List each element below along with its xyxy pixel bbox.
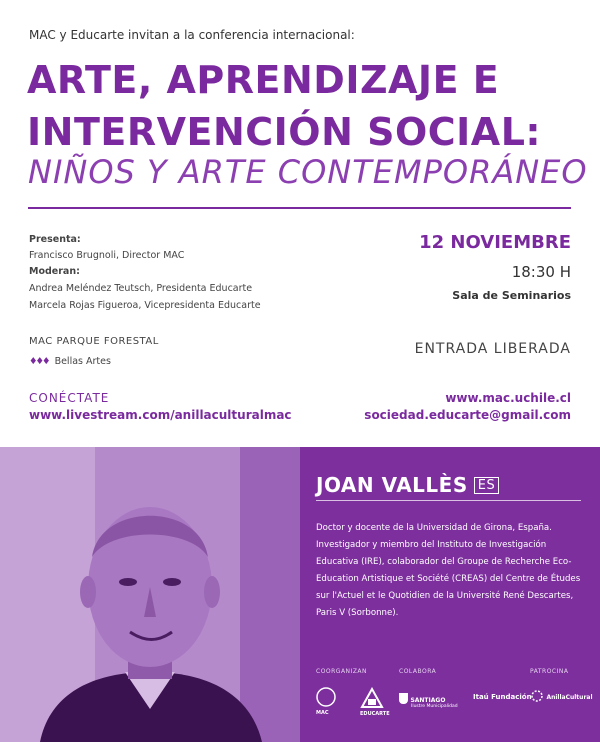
- presenta-name: Francisco Brugnoli, Director MAC: [29, 250, 185, 261]
- moderator-1: Andrea Meléndez Teutsch, Presidenta Educarte: [29, 283, 253, 294]
- colabora-label: COLABORA: [399, 668, 437, 675]
- speaker-country: ES: [474, 477, 499, 494]
- website-link[interactable]: www.mac.uchile.cl: [445, 391, 571, 405]
- educarte-logo: [360, 687, 390, 717]
- title-line-1: ARTE, APRENDIZAJE E: [27, 58, 500, 102]
- santiago-shield-icon: [399, 693, 408, 704]
- mac-logo-text: MAC: [316, 710, 329, 716]
- anilla-icon: [530, 689, 544, 703]
- mac-logo: [316, 687, 336, 716]
- speaker-divider: [316, 500, 581, 501]
- itau-logo-text: Itaú Fundación: [473, 693, 532, 701]
- moderator-2: Marcela Rojas Figueroa, Vicepresidenta Educarte: [29, 300, 261, 311]
- speaker-name-row: [316, 473, 499, 497]
- title-line-2: INTERVENCIÓN SOCIAL:: [27, 110, 542, 154]
- speaker-panel: [0, 447, 600, 742]
- itau-logo: [473, 693, 532, 701]
- presenta-label: Presenta:: [29, 234, 81, 245]
- venue-name: MAC PARQUE FORESTAL: [29, 336, 159, 347]
- email-link[interactable]: sociedad.educarte@gmail.com: [364, 408, 571, 422]
- metro-icon: ♦♦♦: [29, 356, 49, 367]
- intro-text: MAC y Educarte invitan a la conferencia internacional:: [29, 28, 355, 42]
- coorganizan-label: COORGANIZAN: [316, 668, 368, 675]
- anilla-logo-text: AnillaCultural: [546, 694, 593, 701]
- speaker-bio: Doctor y docente de la Universidad de Girona, España. Investigador y miembro del Instituto de Investigación Educativa (IRE), colaborador del Groupe de Recherche Eco-Education Artistique et Société (CREAS) del Centre de Études sur l'Actuel et le Quotidien de la Université René Descartes, Paris V (Sorbonne).: [316, 523, 581, 618]
- moderan-label: Moderan:: [29, 266, 80, 277]
- event-room: Sala de Seminarios: [452, 289, 571, 302]
- divider: [28, 207, 571, 209]
- livestream-link[interactable]: www.livestream.com/anillaculturalmac: [29, 408, 292, 422]
- speaker-info: [300, 447, 600, 742]
- speaker-photo: [0, 447, 300, 742]
- santiago-logo-sub: Ilustre Municipalidad: [411, 704, 458, 709]
- anilla-logo: [530, 689, 593, 705]
- santiago-logo: [399, 693, 458, 709]
- subtitle: NIÑOS Y ARTE CONTEMPORÁNEO: [28, 153, 588, 191]
- speaker-name: JOAN VALLÈS: [316, 473, 468, 497]
- metro-label: Bellas Artes: [54, 356, 111, 367]
- connect-label: CONÉCTATE: [29, 391, 110, 405]
- event-date: 12 NOVIEMBRE: [419, 232, 571, 253]
- entry-note: ENTRADA LIBERADA: [414, 341, 571, 357]
- santiago-logo-text: SANTIAGO: [410, 697, 446, 704]
- event-time: 18:30 H: [511, 263, 571, 281]
- educarte-logo-text: EDUCARTE: [360, 711, 390, 717]
- patrocina-label: PATROCINA: [530, 668, 569, 675]
- metro-station: [29, 356, 111, 367]
